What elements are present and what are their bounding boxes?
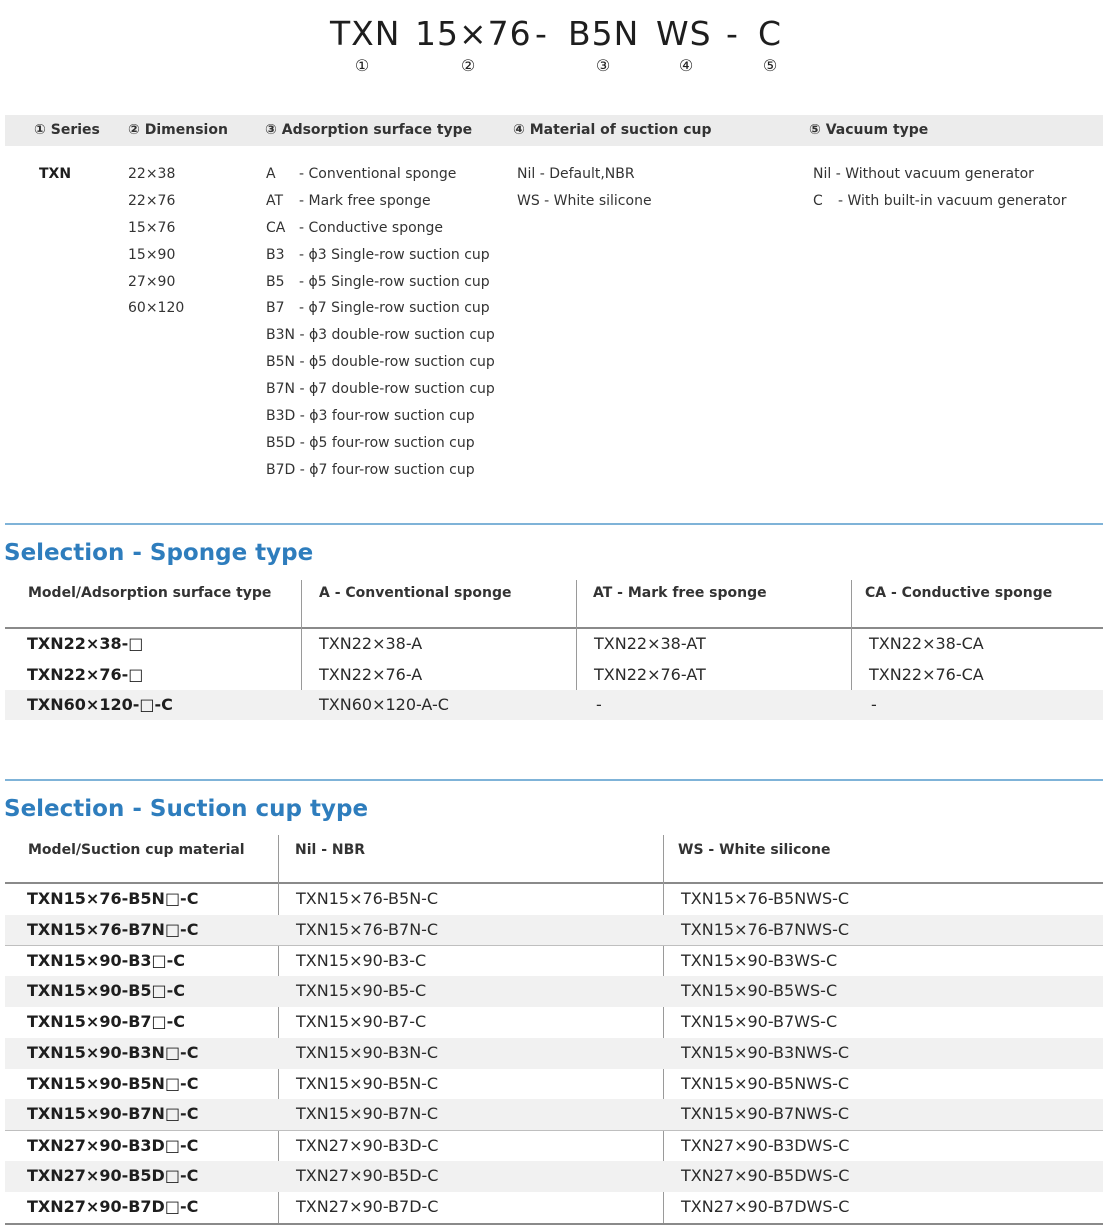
table-cell: TXN22×76-AT — [594, 665, 706, 684]
table-cell: TXN15×76-B5N-C — [296, 889, 439, 908]
suction-section-title: Selection - Suction cup type — [4, 796, 369, 822]
model-code — [0, 14, 1108, 62]
table-row — [5, 660, 1103, 690]
legend-surface-item: B3D - ϕ3 four-row suction cup — [266, 408, 475, 425]
model-cell: TXN15×90-B3N□-C — [27, 1043, 199, 1062]
table-cell: - — [871, 695, 877, 714]
table-cell: TXN22×38-A — [319, 634, 423, 653]
legend-dimension-item: 15×90 — [128, 246, 176, 263]
marker-3: ③ — [595, 56, 611, 75]
section-divider — [5, 523, 1103, 525]
table-cell: TXN27×90-B3DWS-C — [681, 1136, 850, 1155]
table-cell: TXN27×90-B3D-C — [296, 1136, 439, 1155]
table-cell: TXN15×76-B7N-C — [296, 920, 439, 939]
model-cell: TXN15×76-B5N□-C — [27, 889, 199, 908]
model-cell: TXN15×90-B7□-C — [27, 1012, 186, 1031]
legend-surface-item: B3N - ϕ3 double-row suction cup — [266, 327, 495, 344]
code-surface: B5N — [568, 14, 640, 53]
table-cell: - — [596, 695, 602, 714]
model-cell: TXN15×76-B7N□-C — [27, 920, 199, 939]
legend-series-list — [39, 163, 71, 190]
table-row — [5, 884, 1103, 915]
table-row — [5, 690, 1103, 720]
model-cell: TXN15×90-B5□-C — [27, 981, 186, 1000]
model-cell: TXN15×90-B3□-C — [27, 951, 186, 970]
table-cell: TXN15×90-B7WS-C — [681, 1012, 838, 1031]
suction-col-nbr: Nil - NBR — [295, 842, 366, 858]
table-cell: TXN15×90-B3N-C — [296, 1043, 439, 1062]
legend-dimension-item: 22×76 — [128, 192, 176, 209]
table-cell: TXN27×90-B7D-C — [296, 1197, 439, 1216]
table-cell: TXN22×38-AT — [594, 634, 706, 653]
sponge-table — [5, 580, 1103, 720]
legend-surface-item: B7D - ϕ7 four-row suction cup — [266, 461, 475, 478]
table-cell: TXN15×90-B5WS-C — [681, 981, 838, 1000]
suction-table — [5, 835, 1103, 1225]
table-cell: TXN15×90-B7-C — [296, 1012, 427, 1031]
legend-head-dimension: ② Dimension — [128, 122, 228, 138]
model-cell: TXN15×90-B5N□-C — [27, 1074, 199, 1093]
table-row — [5, 629, 1103, 660]
sponge-col-ca: CA - Conductive sponge — [865, 585, 1053, 601]
sponge-col-model: Model/Adsorption surface type — [28, 585, 272, 601]
table-cell: TXN22×76-A — [319, 665, 423, 684]
legend-surface-item: B5D - ϕ5 four-row suction cup — [266, 434, 475, 451]
table-row — [5, 1130, 1103, 1161]
legend-surface-item: AT - Mark free sponge — [266, 192, 431, 209]
table-row — [5, 945, 1103, 976]
legend-dimension-list — [128, 163, 184, 324]
table-cell: TXN27×90-B5D-C — [296, 1166, 439, 1185]
table-cell: TXN15×76-B5NWS-C — [681, 889, 850, 908]
table-row — [5, 1099, 1103, 1130]
legend-series-item: TXN — [39, 166, 72, 182]
legend-head-material: ④ Material of suction cup — [513, 122, 712, 138]
legend-surface-item: B5 - ϕ5 Single-row suction cup — [266, 273, 490, 290]
table-cell: TXN22×76-CA — [869, 665, 984, 684]
table-row — [5, 1007, 1103, 1038]
table-cell: TXN15×90-B5-C — [296, 981, 427, 1000]
marker-4: ④ — [678, 56, 694, 75]
table-cell: TXN15×90-B7NWS-C — [681, 1104, 850, 1123]
code-dash: - — [535, 14, 548, 53]
section-divider — [5, 779, 1103, 781]
legend-head-series: ① Series — [34, 122, 100, 138]
model-cell: TXN22×38-□ — [27, 634, 144, 653]
model-cell: TXN60×120-□-C — [27, 695, 173, 714]
marker-1: ① — [354, 56, 370, 75]
legend-dimension-item: 60×120 — [128, 300, 185, 317]
model-cell: TXN27×90-B3D□-C — [27, 1136, 199, 1155]
sponge-col-at: AT - Mark free sponge — [593, 585, 767, 601]
code-series: TXN — [330, 14, 401, 53]
table-row — [5, 1038, 1103, 1069]
legend-head-vacuum: ⑤ Vacuum type — [809, 122, 929, 138]
table-cell: TXN15×90-B7N-C — [296, 1104, 439, 1123]
legend-surface-item: B7 - ϕ7 Single-row suction cup — [266, 300, 490, 317]
model-cell: TXN15×90-B7N□-C — [27, 1104, 199, 1123]
table-cell: TXN22×38-CA — [869, 634, 984, 653]
table-cell: TXN27×90-B7DWS-C — [681, 1197, 850, 1216]
table-row — [5, 915, 1103, 945]
suction-col-model: Model/Suction cup material — [28, 842, 245, 858]
sponge-section-title: Selection - Sponge type — [4, 540, 314, 566]
legend-surface-item: A - Conventional sponge — [266, 166, 457, 182]
legend-material-list — [517, 163, 652, 217]
legend-dimension-item: 15×76 — [128, 219, 176, 236]
table-cell: TXN60×120-A-C — [319, 695, 449, 714]
code-vacuum: C — [758, 14, 783, 53]
suction-table-header — [5, 835, 1103, 884]
table-cell: TXN15×90-B5NWS-C — [681, 1074, 850, 1093]
sponge-col-a: A - Conventional sponge — [319, 585, 512, 601]
table-cell: TXN15×90-B5N-C — [296, 1074, 439, 1093]
legend-dimension-item: 27×90 — [128, 273, 176, 290]
legend-vacuum-list — [813, 163, 1067, 217]
table-row — [5, 976, 1103, 1007]
table-row — [5, 1192, 1103, 1225]
legend-vacuum-item: Nil - Without vacuum generator — [813, 166, 1034, 182]
marker-5: ⑤ — [762, 56, 778, 75]
table-cell: TXN15×90-B3-C — [296, 951, 427, 970]
code-dash: - — [726, 14, 739, 53]
legend-material-item: WS - White silicone — [517, 192, 652, 209]
legend-dimension-item: 22×38 — [128, 166, 176, 182]
legend-material-item: Nil - Default,NBR — [517, 166, 635, 182]
model-cell: TXN27×90-B5D□-C — [27, 1166, 199, 1185]
table-cell: TXN27×90-B5DWS-C — [681, 1166, 850, 1185]
table-cell: TXN15×90-B3NWS-C — [681, 1043, 850, 1062]
legend-surface-list — [266, 163, 495, 486]
legend-header — [5, 115, 1103, 146]
legend-surface-item: B3 - ϕ3 Single-row suction cup — [266, 246, 490, 263]
code-material: WS — [656, 14, 712, 53]
code-dimension: 15×76 — [415, 14, 532, 53]
table-cell: TXN15×76-B7NWS-C — [681, 920, 850, 939]
model-cell: TXN27×90-B7D□-C — [27, 1197, 199, 1216]
table-cell: TXN15×90-B3WS-C — [681, 951, 838, 970]
legend-head-surface: ③ Adsorption surface type — [265, 122, 473, 138]
code-markers — [0, 56, 1108, 78]
legend-surface-item: B7N - ϕ7 double-row suction cup — [266, 381, 495, 398]
legend-surface-item: B5N - ϕ5 double-row suction cup — [266, 354, 495, 371]
sponge-table-header — [5, 580, 1103, 629]
table-row — [5, 1069, 1103, 1099]
legend-vacuum-item: C - With built-in vacuum generator — [813, 192, 1067, 209]
model-cell: TXN22×76-□ — [27, 665, 144, 684]
table-row — [5, 1161, 1103, 1192]
marker-2: ② — [460, 56, 476, 75]
suction-col-ws: WS - White silicone — [678, 842, 831, 858]
legend-surface-item: CA - Conductive sponge — [266, 219, 444, 236]
